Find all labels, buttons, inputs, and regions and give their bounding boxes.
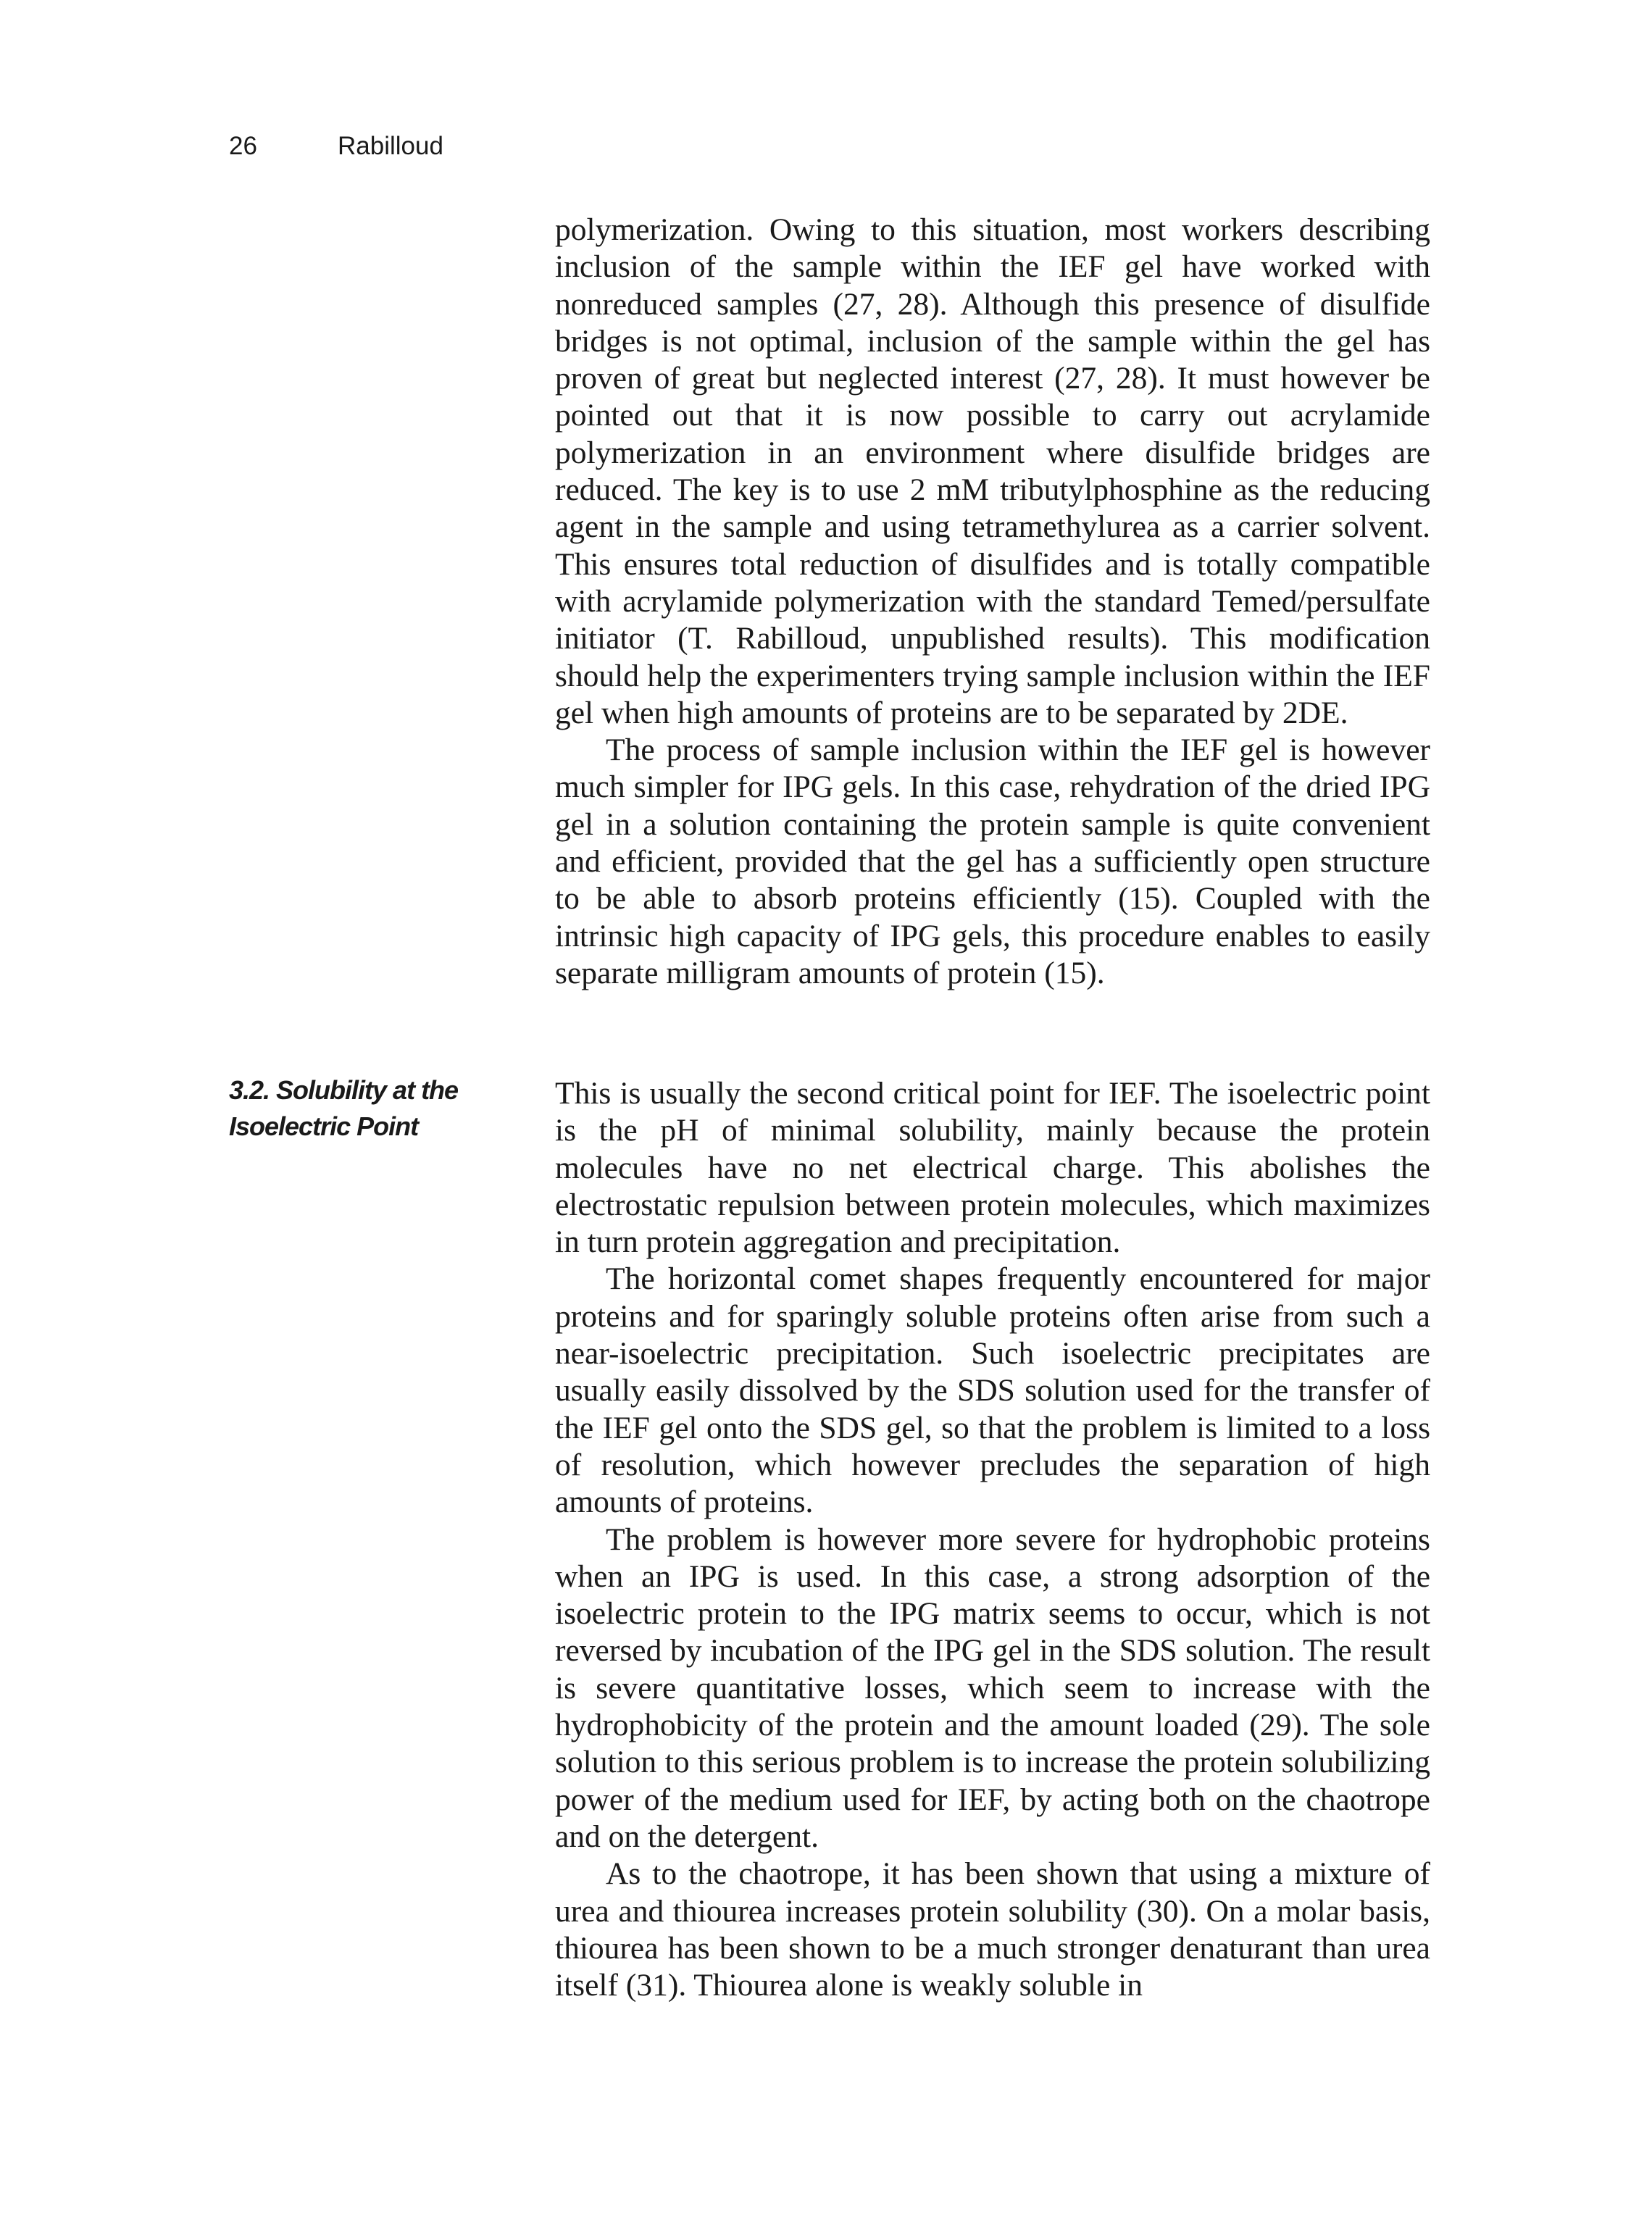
paragraph: This is usually the second critical point for IEF. The isoelectric point is the pH of minimal solubility, mainly because the protein molecules have no net electrical charge. This abolishes the electrostatic repulsion between protein molecules, which maximizes in turn protein aggregation and precipitation. bbox=[555, 1076, 1430, 1260]
section-heading-line: Isoelectric Point bbox=[229, 1111, 419, 1141]
body-text-continued bbox=[555, 212, 1430, 992]
running-head-author: Rabilloud bbox=[338, 132, 443, 160]
section-body-text bbox=[555, 1075, 1430, 2004]
page-number: 26 bbox=[229, 132, 257, 160]
paragraph: The process of sample inclusion within the IEF gel is however much simpler for IPG gels. In this case, rehydration of the dried IPG gel in a solution containing the protein sample is quite convenient and efficient, provided that the gel has a sufficiently open structure to be able to absorb proteins efficiently (15). Coupled with the intrinsic high capacity of IPG gels, this procedure enables to easily separate milligram amounts of protein (15). bbox=[555, 732, 1430, 990]
section-heading-line: 3.2. Solubility at the bbox=[229, 1075, 459, 1105]
running-head bbox=[229, 132, 443, 161]
paragraph: As to the chaotrope, it has been shown that using a mixture of urea and thiourea increases protein solubility (30). On a molar basis, thiourea has been shown to be a much stronger denaturant than urea itself (31). Thiourea alone is weakly soluble in bbox=[555, 1856, 1430, 2003]
paragraph: The horizontal comet shapes frequently encountered for major proteins and for sparingly soluble proteins often arise from such a near-isoelectric precipitation. Such isoelectric precipitates are usually easily dissolved by the SDS solution used for the transfer of the IEF gel onto the SDS gel, so that the problem is limited to a loss of resolution, which however precludes the separation of high amounts of proteins. bbox=[555, 1261, 1430, 1520]
paragraph: polymerization. Owing to this situation, most workers describing inclusion of the sample within the IEF gel have worked with nonreduced samples (27, 28). Although this presence of disulfide bridges is not optimal, inclusion of the sample within the gel has proven of great but neglected interest (27, 28). It must however be pointed out that it is now possible to carry out acrylamide polymerization in an environment where disulfide bridges are reduced. The key is to use 2 mM tributylphosphine as the reducing agent in the sample and using tetramethylurea as a carrier solvent. This ensures total reduction of disulfides and is totally compatible with acrylamide polymerization with the standard Temed/persulfate initiator (T. Rabilloud, unpublished results). This modification should help the experimenters trying sample inclusion within the IEF gel when high amounts of proteins are to be separated by 2DE. bbox=[555, 212, 1430, 730]
section-heading bbox=[229, 1072, 497, 1145]
paragraph: The problem is however more severe for hydrophobic proteins when an IPG is used. In this case, a strong adsorption of the isoelectric protein to the IPG matrix seems to occur, which is not reversed by incubation of the IPG gel in the SDS solution. The result is severe quantitative losses, which seem to increase with the hydrophobicity of the protein and the amount loaded (29). The sole solution to this serious problem is to increase the protein solubilizing power of the medium used for IEF, by acting both on the chaotrope and on the detergent. bbox=[555, 1521, 1430, 1854]
